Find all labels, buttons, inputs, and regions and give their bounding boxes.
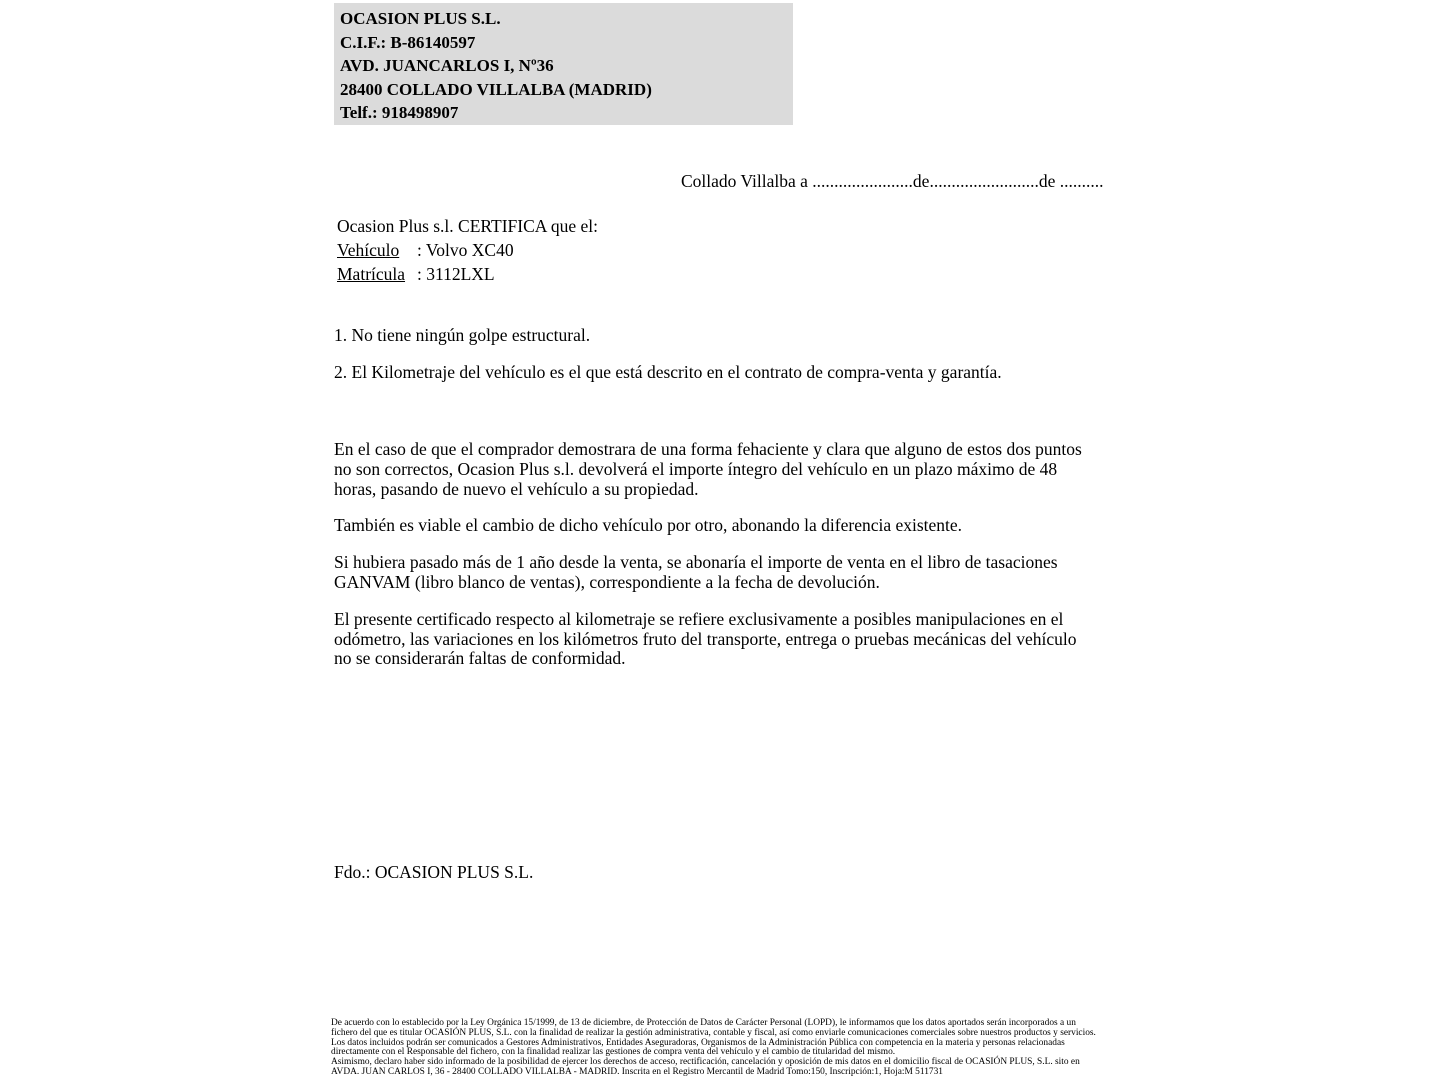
plate-label: Matrícula <box>337 263 406 284</box>
company-name: OCASION PLUS S.L. <box>340 9 501 28</box>
point-1: 1. No tiene ningún golpe estructural. <box>334 325 591 345</box>
vehicle-label-wrap <box>337 239 417 263</box>
certificate-block <box>337 215 598 286</box>
company-address: AVD. JUANCARLOS I, Nº36 <box>340 56 554 76</box>
paragraph-ganvam: Si hubiera pasado más de 1 año desde la venta, se abonaría el importe de venta en el libro de tasaciones GANVAM (libro blanco de ventas), correspondiente a la fecha de devolución. <box>334 552 1058 592</box>
plate-label-wrap <box>337 263 417 287</box>
company-city: 28400 COLLADO VILLALBA (MADRID) <box>340 79 652 99</box>
company-phone: Telf.: 918498907 <box>340 103 459 123</box>
legal-paragraph-lopd: De acuerdo con lo establecido por la Ley Orgánica 15/1999, de 13 de diciembre, de Protección de Datos de Carácter Personal (LOPD), le informamos que los datos aportados serán incorporados a un fichero del que es titular OCASIÓN PLUS, S.L. con la finalidad de realizar la gestión administrativa, contable y fiscal, así como enviarle comunicaciones comerciales sobre nuestros productos y servicios. <box>331 1018 1096 1038</box>
certificate-intro: Ocasion Plus s.l. CERTIFICA que el: <box>337 216 598 236</box>
vehicle-row <box>337 239 598 263</box>
certificate-points <box>334 325 1002 382</box>
vehicle-label: Vehículo <box>337 239 400 260</box>
paragraph-refund: En el caso de que el comprador demostrara de una forma fehaciente y clara que alguno de estos dos puntos no son correctos, Ocasion Plus s.l. devolverá el importe íntegro del vehículo en un plazo máximo de 48 horas, pasando de nuevo el vehículo a su propiedad. <box>334 439 1082 499</box>
company-cif: C.I.F.: B-86140597 <box>340 32 476 52</box>
paragraph-odometer: El presente certificado respecto al kilometraje se refiere exclusivamente a posibles manipulaciones en el odómetro, las variaciones en los kilómetros fruto del transporte, entrega o pruebas mecánicas del vehículo no se considerarán faltas de conformidad. <box>334 608 1077 669</box>
plate-row <box>337 263 598 287</box>
legal-paragraph-data-sharing: Los datos incluidos podrán ser comunicados a Gestores Administrativos, Entidades Aseguradoras, Organismos de la Administración Pública con competencia en la materia y personas relacionadas directamente con el Responsable del fichero, con la finalidad realizar las gestiones de compra venta del vehículo y el cambio de titularidad del mismo. <box>331 1037 1065 1058</box>
paragraph-exchange: También es viable el cambio de dicho vehículo por otro, abonando la diferencia existente. <box>334 515 963 536</box>
company-header-box <box>334 3 793 125</box>
legal-footer <box>331 1019 1103 1078</box>
plate-value: : 3112LXL <box>417 263 495 284</box>
legal-paragraph-rights: Asimismo, declaro haber sido informado de la posibilidad de ejercer los derechos de acceso, rectificación, cancelación y oposición de mis datos en el domicilio fiscal de OCASIÓN PLUS, S.L. sito en AVDA. JUAN CARLOS I, 36 - 28400 COLLADO VILLALBA - MADRID. Inscrita en el Registro Mercantil de Madrid Tomo:150, Inscripción:1, Hoja:M 511731 <box>331 1057 1080 1077</box>
signature-line: Fdo.: OCASION PLUS S.L. <box>334 862 534 882</box>
vehicle-value: : Volvo XC40 <box>417 239 514 260</box>
point-2: 2. El Kilometraje del vehículo es el que está descrito en el contrato de compra-venta y garantía. <box>334 362 1002 382</box>
date-line: Collado Villalba a .......................de.........................de .......... <box>681 171 1104 191</box>
body-paragraphs <box>334 440 1096 686</box>
